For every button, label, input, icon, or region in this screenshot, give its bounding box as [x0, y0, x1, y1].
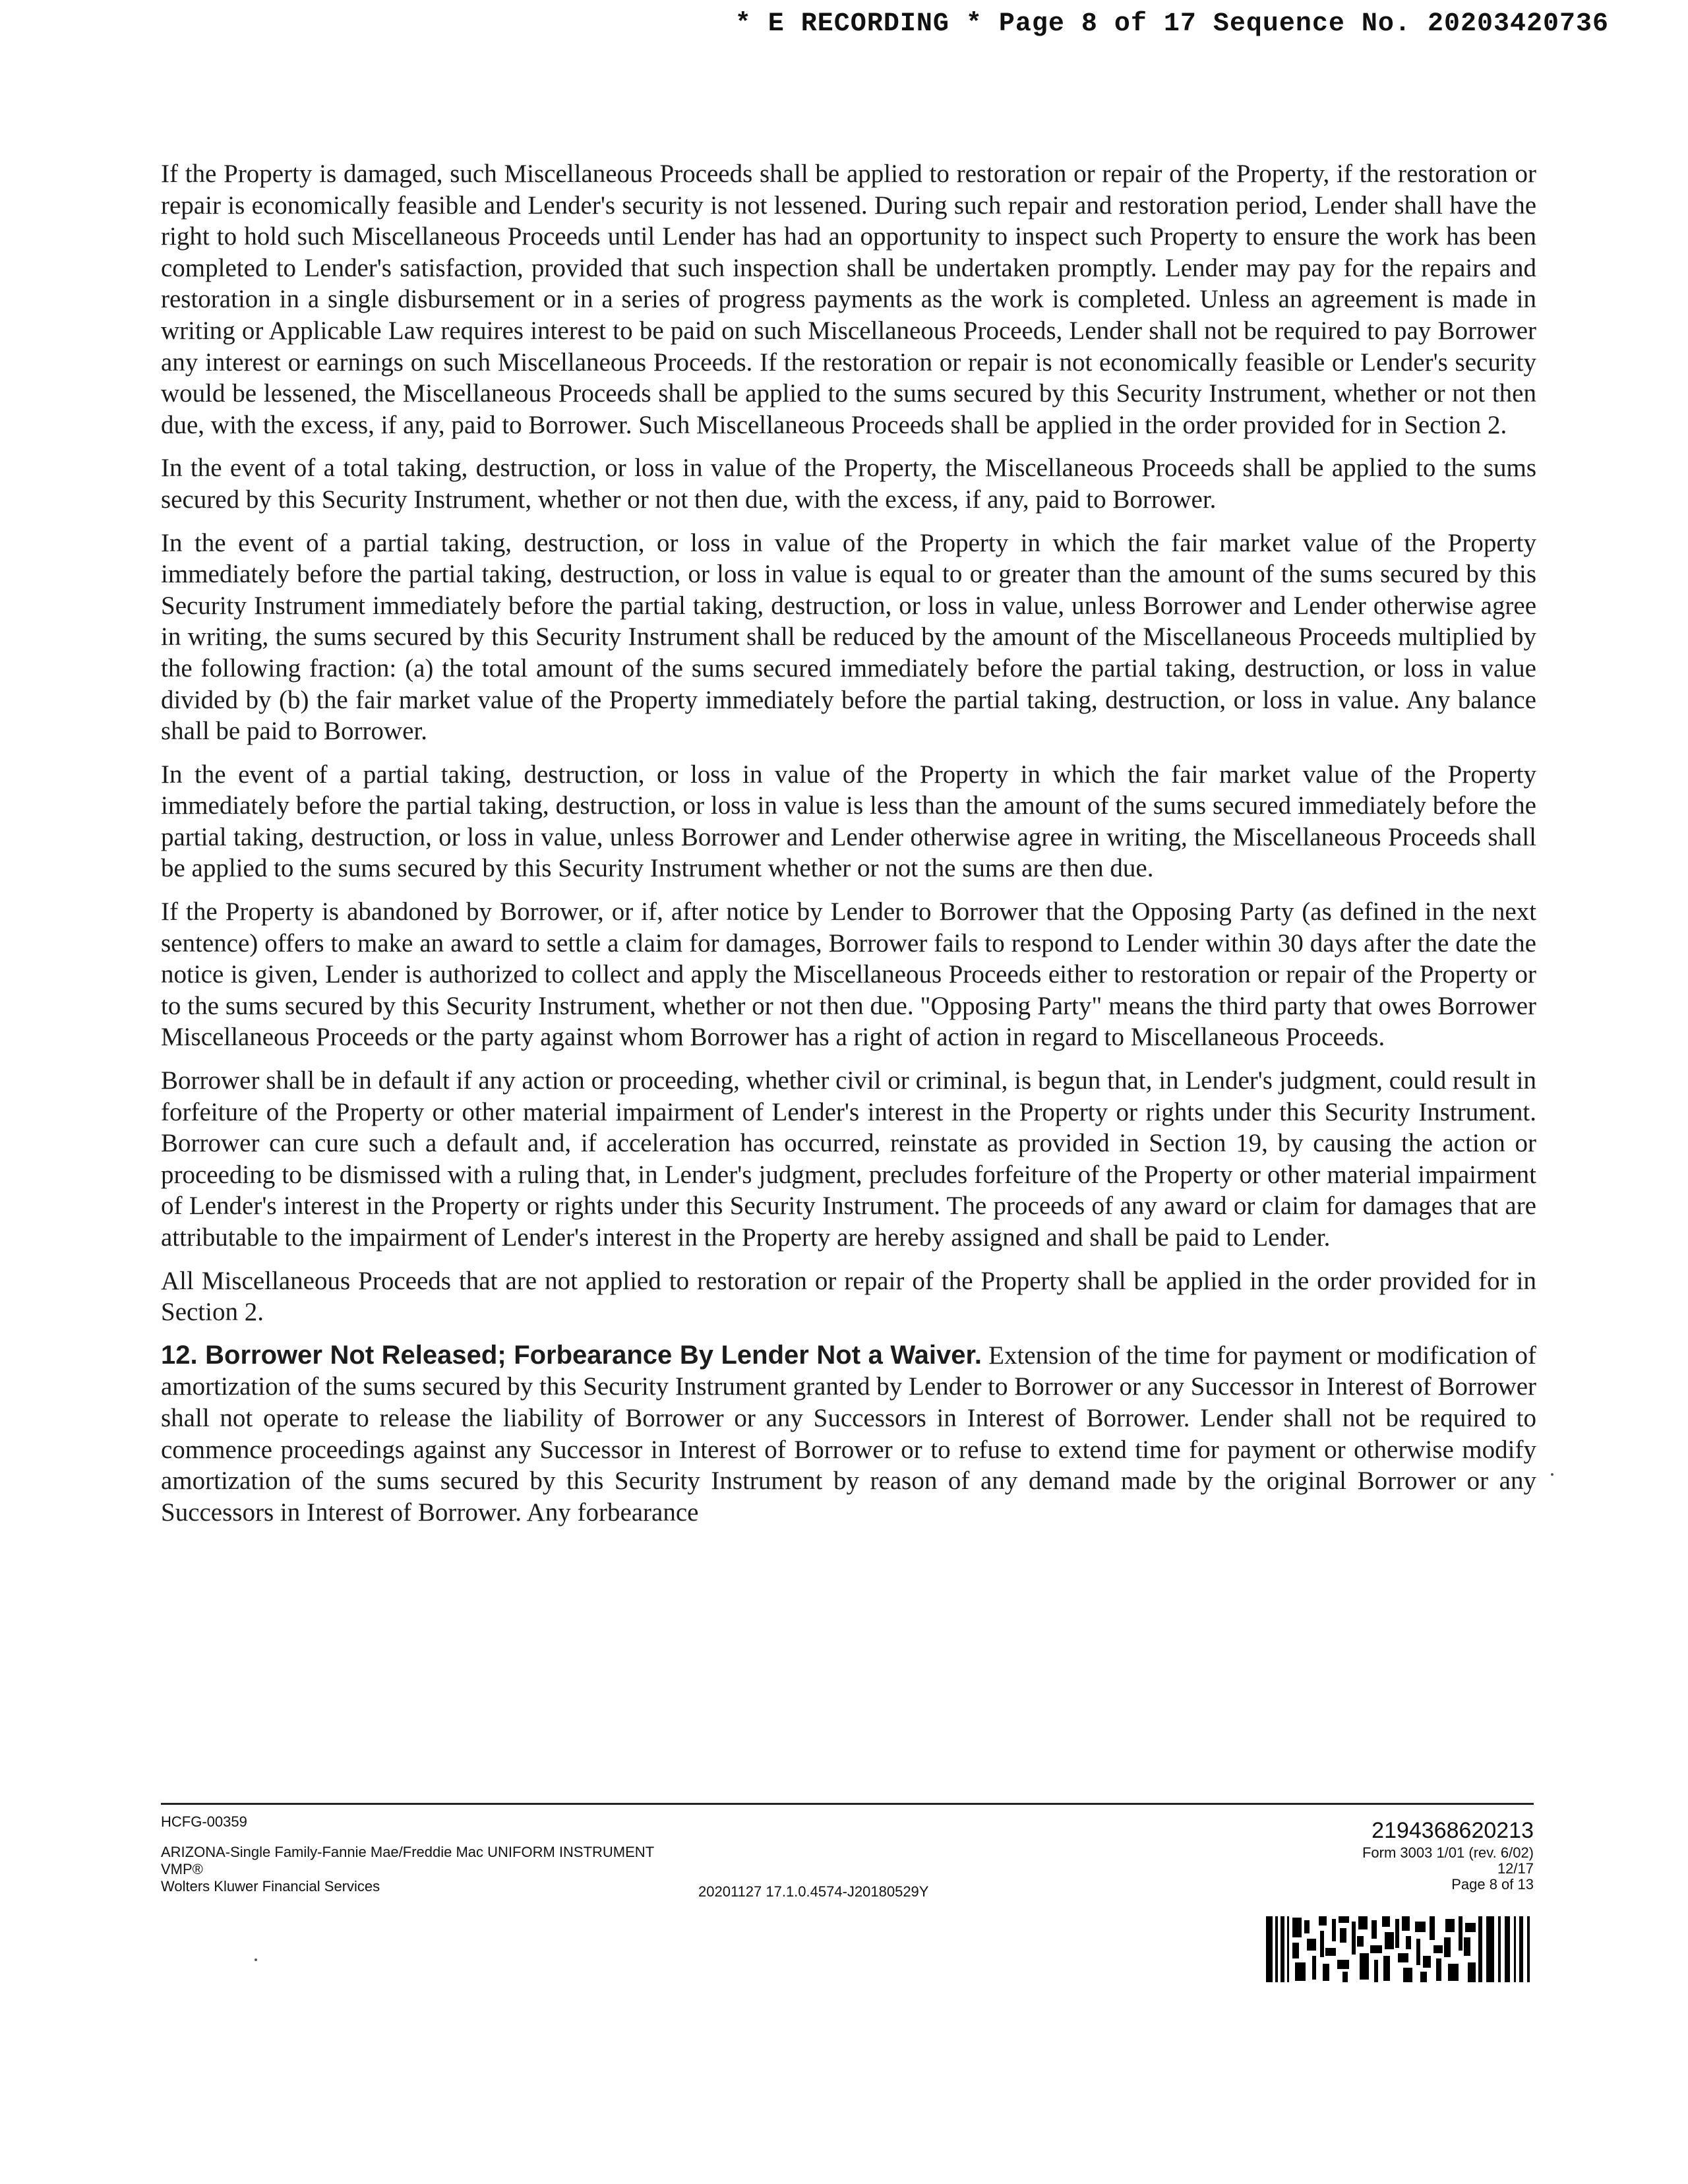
footer-divider	[161, 1803, 1534, 1805]
section-12-text: Extension of the time for payment or modification of amortization of the sums secured by this Security Instrument granted by Lender to Borrower or any Successor in Interest of Borrower shall not operate to release the liability of Borrower or any Successors in Interest of Borrower. Lender shall not be required to commence proceedings against any Successor in Interest of Borrower or to refuse to extend time for payment or otherwise modify amortization of the sums secured by this Security Instrument by reason of any demand made by the original Borrower or any Successors in Interest of Borrower. Any forbearance	[161, 1341, 1536, 1527]
paragraph-abandoned-property: If the Property is abandoned by Borrower, or if, after notice by Lender to Borrower that the Opposing Party (as defined in the next sentence) offers to make an award to settle a claim for damages, Borrower fails to respond to Lender within 30 days after the date the notice is given, Lender is authorized to collect and apply the Miscellaneous Proceeds either to restoration or repair of the Property or to the sums secured by this Security Instrument, whether or not then due. "Opposing Party" means the third party that owes Borrower Miscellaneous Proceeds or the party against whom Borrower has a right of action in regard to Miscellaneous Proceeds.	[161, 897, 1536, 1052]
barcode-icon	[1266, 1916, 1532, 1982]
loan-number: 2194368620213	[1372, 1818, 1534, 1843]
section-12	[161, 1340, 1536, 1529]
paragraph-total-taking: In the event of a total taking, destruction, or loss in value of the Property, the Miscellaneous Proceeds shall be applied to the sums secured by this Security Instrument, whether or not then due, with the excess, if any, paid to Borrower.	[161, 454, 1536, 514]
recording-stamp: * E RECORDING * Page 8 of 17 Sequence No. 20203420736	[735, 9, 1609, 39]
document-body	[161, 158, 1536, 1540]
publisher-name: Wolters Kluwer Financial Services	[161, 1878, 380, 1895]
scan-speck	[255, 1958, 257, 1961]
section-12-heading: 12. Borrower Not Released; Forbearance By Lender Not a Waiver.	[161, 1340, 982, 1370]
footer-form-info	[161, 1813, 654, 1895]
footer-form-reference	[1362, 1817, 1534, 1893]
paragraph-partial-taking-greater: In the event of a partial taking, destruction, or loss in value of the Property in which the fair market value of the Property immediately before the partial taking, destruction, or loss in value is equal to or greater than the amount of the sums secured by this Security Instrument immediately before the partial taking, destruction, or loss in value, unless Borrower and Lender otherwise agree in writing, the sums secured by this Security Instrument shall be reduced by the amount of the Miscellaneous Proceeds multiplied by the following fraction: (a) the total amount of the sums secured immediately before the partial taking, destruction, or loss in value divided by (b) the fair market value of the Property immediately before the partial taking, destruction, or loss in value. Any balance shall be paid to Borrower.	[161, 528, 1536, 746]
form-number: Form 3003 1/01 (rev. 6/02)	[1362, 1844, 1534, 1861]
instrument-name: ARIZONA-Single Family-Fannie Mae/Freddie Mac UNIFORM INSTRUMENT	[161, 1844, 655, 1860]
scan-speck	[1551, 1473, 1553, 1476]
page-number: Page 8 of 13	[1451, 1876, 1534, 1893]
vmp-mark: VMP®	[161, 1861, 203, 1877]
paragraph-partial-taking-less: In the event of a partial taking, destruction, or loss in value of the Property in which the fair market value of the Property immediately before the partial taking, destruction, or loss in value is less than the amount of the sums secured immediately before the partial taking, destruction, or loss in value, unless Borrower and Lender otherwise agree in writing, the Miscellaneous Proceeds shall be applied to the sums secured by this Security Instrument whether or not the sums are then due.	[161, 760, 1536, 883]
paragraph-damaged-property: If the Property is damaged, such Miscellaneous Proceeds shall be applied to restoration or repair of the Property, if the restoration or repair is economically feasible and Lender's security is not lessened. During such repair and restoration period, Lender shall have the right to hold such Miscellaneous Proceeds until Lender has had an opportunity to inspect such Property to ensure the work has been completed to Lender's satisfaction, provided that such inspection shall be undertaken promptly. Lender may pay for the repairs and restoration in a single disbursement or in a series of progress payments as the work is completed. Unless an agreement is made in writing or Applicable Law requires interest to be paid on such Miscellaneous Proceeds, Lender shall not be required to pay Borrower any interest or earnings on such Miscellaneous Proceeds. If the restoration or repair is not economically feasible or Lender's security would be lessened, the Miscellaneous Proceeds shall be applied to the sums secured by this Security Instrument, whether or not then due, with the excess, if any, paid to Borrower. Such Miscellaneous Proceeds shall be applied in the order provided for in Section 2.	[161, 160, 1536, 439]
form-date: 12/17	[1497, 1860, 1534, 1877]
form-code: HCFG-00359	[161, 1813, 247, 1830]
document-id: 20201127 17.1.0.4574-J20180529Y	[698, 1883, 929, 1900]
paragraph-default-proceeding: Borrower shall be in default if any action or proceeding, whether civil or criminal, is begun that, in Lender's judgment, could result in forfeiture of the Property or other material impairment of Lender's interest in the Property or rights under this Security Instrument. Borrower can cure such a default and, if acceleration has occurred, reinstate as provided in Section 19, by causing the action or proceeding to be dismissed with a ruling that, in Lender's judgment, precludes forfeiture of the Property or other material impairment of Lender's interest in the Property or rights under this Security Instrument. The proceeds of any award or claim for damages that are attributable to the impairment of Lender's interest in the Property are hereby assigned and shall be paid to Lender.	[161, 1066, 1536, 1252]
paragraph-unapplied-proceeds: All Miscellaneous Proceeds that are not applied to restoration or repair of the Property shall be applied in the order provided for in Section 2.	[161, 1266, 1536, 1327]
form-footer	[161, 1803, 1534, 1987]
